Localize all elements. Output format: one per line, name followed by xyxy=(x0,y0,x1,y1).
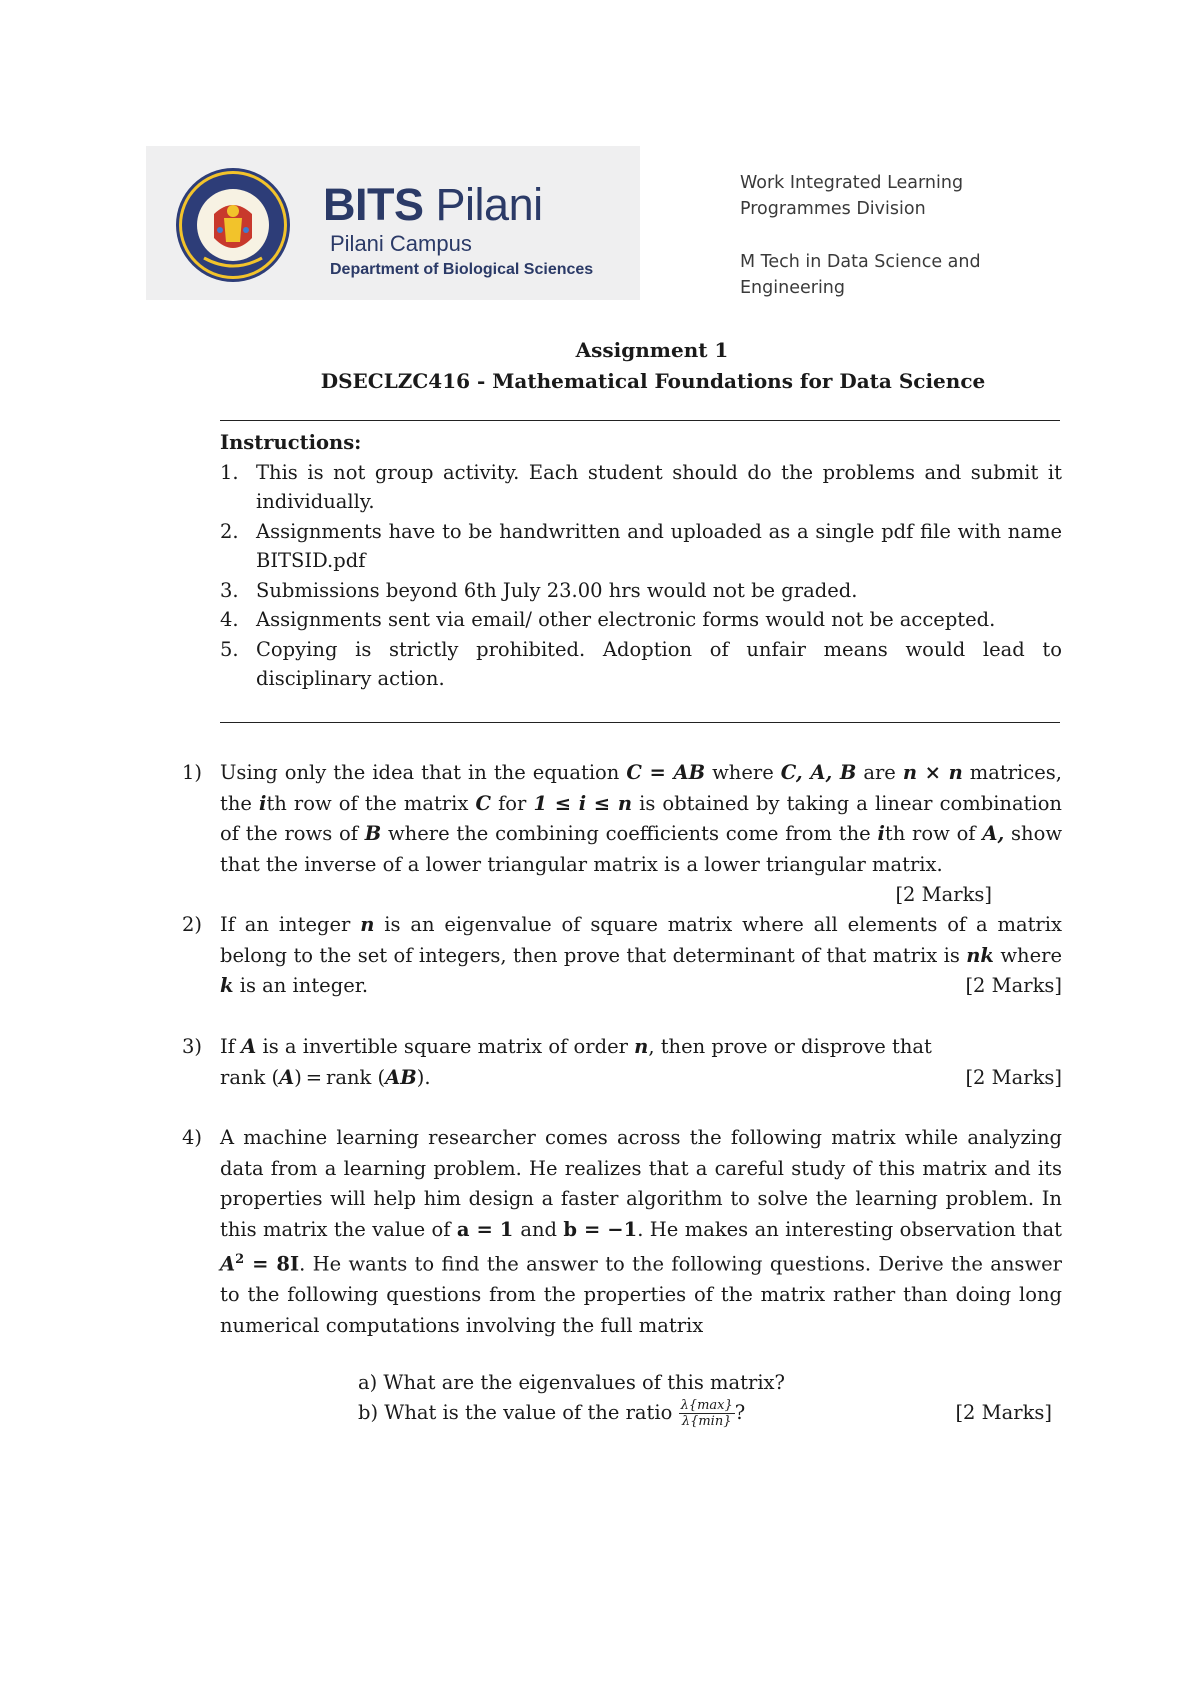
instructions-list xyxy=(220,458,1062,694)
divider-top xyxy=(220,420,1060,421)
marks-label: [2 Marks] xyxy=(965,974,1062,997)
division-line-1: Work Integrated Learning xyxy=(740,173,964,193)
question-1 xyxy=(182,758,1062,911)
assignment-title: Assignment 1 xyxy=(575,338,729,362)
instructions-section xyxy=(220,428,1062,694)
programme-line-2: Engineering xyxy=(740,278,845,298)
instruction-item: 1. This is not group activity. Each student should do the problems and submit it individually. xyxy=(220,460,1062,513)
question-number: 2) xyxy=(182,913,203,936)
question-number: 3) xyxy=(182,1035,203,1058)
logo-department: Department of Biological Sciences xyxy=(330,261,594,278)
question-body: A machine learning researcher comes across the following matrix while analyzing data from a learning problem. He realizes that a careful study of this matrix and its properties will help him design a faster algorithm to solve the learning problem. In this matrix the value of a = 1 and b = −1. He makes an interesting observation that $A^2 = 8I$. He wants to find the answer to the following questions. Derive the answer to the following questions from the properties of the matrix rather than doing long numerical computations involving the full matrix xyxy=(220,1126,1062,1337)
instruction-item: 4. Assignments sent via email/ other electronic forms would not be accepted. xyxy=(220,608,996,631)
instruction-item: 2. Assignments have to be handwritten and uploaded as a single pdf file with name BITSID.pdf xyxy=(220,519,1062,572)
institution-logo xyxy=(146,146,640,300)
marks-label: [2 Marks] xyxy=(955,1401,1052,1424)
bits-crest-icon xyxy=(174,166,292,284)
programme-info xyxy=(740,170,981,301)
marks-label: [2 Marks] xyxy=(965,1065,1062,1089)
divider-bottom xyxy=(220,722,1060,723)
question-number: 4) xyxy=(182,1126,203,1149)
instruction-item: 3. Submissions beyond 6th July 23.00 hrs would not be graded. xyxy=(220,578,858,602)
question-3 xyxy=(182,1032,1062,1093)
subpart-b: b) What is the value of the ratio $\frac{\lambda\{\max\}}{\lambda\{\min\}}$ ? [2 Marks] xyxy=(358,1398,1052,1429)
question-number: 1) xyxy=(182,761,203,784)
question-2 xyxy=(182,910,1062,1002)
instruction-item: 5. Copying is strictly prohibited. Adoption of unfair means would lead to disciplinary action. xyxy=(220,637,1062,690)
logo-brand-bold: BITS xyxy=(323,179,424,230)
ratio-fraction: $\frac{\lambda\{\max\}}{\lambda\{\min\}}$ xyxy=(680,1398,733,1429)
division-line-2: Programmes Division xyxy=(740,199,926,219)
question-body: If A is a invertible square matrix of order n, then prove or disprove that rank (A) = rank (AB). [2 Marks] xyxy=(220,1032,1062,1093)
instructions-heading: Instructions: xyxy=(220,431,362,454)
logo-brand-light: Pilani xyxy=(435,179,543,230)
question-body: Using only the idea that in the equation C = AB where C, A, B are n × n matrices, the ith row of the matrix C for 1 ≤ i ≤ n is obtained by taking a linear combination of the rows of B where the combining coefficients come from the ith row of A, show that the inverse of a lower triangular matrix is a lower triangular matrix. [2 Marks] xyxy=(220,758,1062,880)
marks-label: [2 Marks] xyxy=(895,883,992,906)
logo-brand xyxy=(323,179,543,230)
question-4-subparts xyxy=(358,1368,1052,1429)
question-4 xyxy=(182,1123,1062,1341)
question-body: If an integer n is an eigenvalue of square matrix where all elements of a matrix belong to the set of integers, then prove that determinant of that matrix is nk where k is an integer. [2 Marks] xyxy=(220,910,1062,1002)
subpart-a: a) What are the eigenvalues of this matrix? xyxy=(358,1371,786,1394)
course-title: DSECLZC416 - Mathematical Foundations for Data Science xyxy=(320,369,986,393)
programme-line-1: M Tech in Data Science and xyxy=(740,252,981,272)
logo-campus: Pilani Campus xyxy=(330,231,472,256)
